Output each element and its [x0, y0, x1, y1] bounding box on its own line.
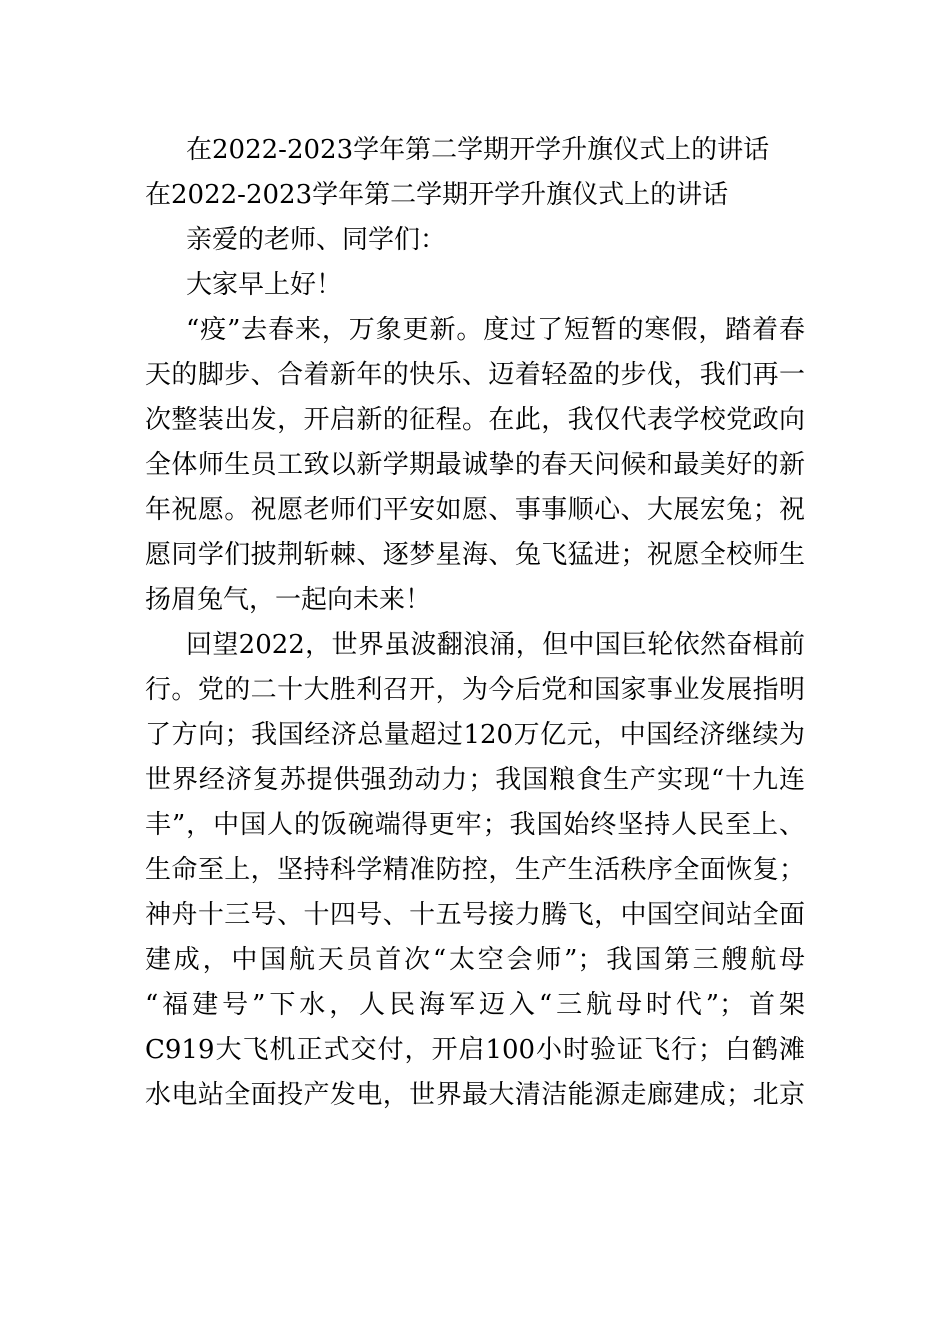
- paragraph-line: 次整装出发，开启新的征程。在此，我仅代表学校党政向: [145, 405, 805, 435]
- paragraph-new-semester: [145, 308, 805, 623]
- paragraph-line: 建成，中国航天员首次“太空会师”；我国第三艘航母: [145, 945, 805, 975]
- paragraph-line: 扬眉兔气，一起向未来！: [145, 585, 432, 615]
- paragraph-line: 回望2022，世界虽波翻浪涌，但中国巨轮依然奋楫前: [186, 630, 805, 660]
- paragraph-line: 神舟十三号、十四号、十五号接力腾飞，中国空间站全面: [145, 900, 805, 930]
- salutation: 亲爱的老师、同学们：: [186, 225, 447, 255]
- paragraph-line: “福建号”下水，人民海军迈入“三航母时代”；首架: [145, 990, 805, 1020]
- paragraph-line: 世界经济复苏提供强劲动力；我国粮食生产实现“十九连: [145, 765, 805, 795]
- paragraph-line: 丰”，中国人的饭碗端得更牢；我国始终坚持人民至上、: [145, 810, 805, 840]
- greeting: 大家早上好！: [186, 270, 343, 300]
- paragraph-line: 全体师生员工致以新学期最诚挚的春天问候和最美好的新: [145, 450, 805, 480]
- paragraph-line: 天的脚步、合着新年的快乐、迈着轻盈的步伐，我们再一: [145, 360, 805, 390]
- paragraph-line: 水电站全面投产发电，世界最大清洁能源走廊建成；北京: [145, 1080, 805, 1110]
- paragraph-line: C919大飞机正式交付，开启100小时验证飞行；白鹤滩: [145, 1035, 805, 1065]
- paragraph-line: “疫”去春来，万象更新。度过了短暂的寒假，踏着春: [186, 315, 805, 345]
- paragraph-line: 年祝愿。祝愿老师们平安如愿、事事顺心、大展宏兔；祝: [145, 495, 805, 525]
- paragraph-line: 生命至上，坚持科学精准防控，生产生活秩序全面恢复；: [145, 855, 805, 885]
- paragraph-line: 愿同学们披荆斩棘、逐梦星海、兔飞猛进；祝愿全校师生: [145, 540, 805, 570]
- paragraph-line: 行。党的二十大胜利召开，为今后党和国家事业发展指明: [145, 675, 805, 705]
- document-body: [145, 128, 805, 1118]
- paragraph-review-2022: [145, 623, 805, 1118]
- paragraph-line: 了方向；我国经济总量超过120万亿元，中国经济继续为: [145, 720, 805, 750]
- document-subtitle: 在2022-2023学年第二学期开学升旗仪式上的讲话: [145, 180, 729, 210]
- document-title: 在2022-2023学年第二学期开学升旗仪式上的讲话: [186, 135, 770, 165]
